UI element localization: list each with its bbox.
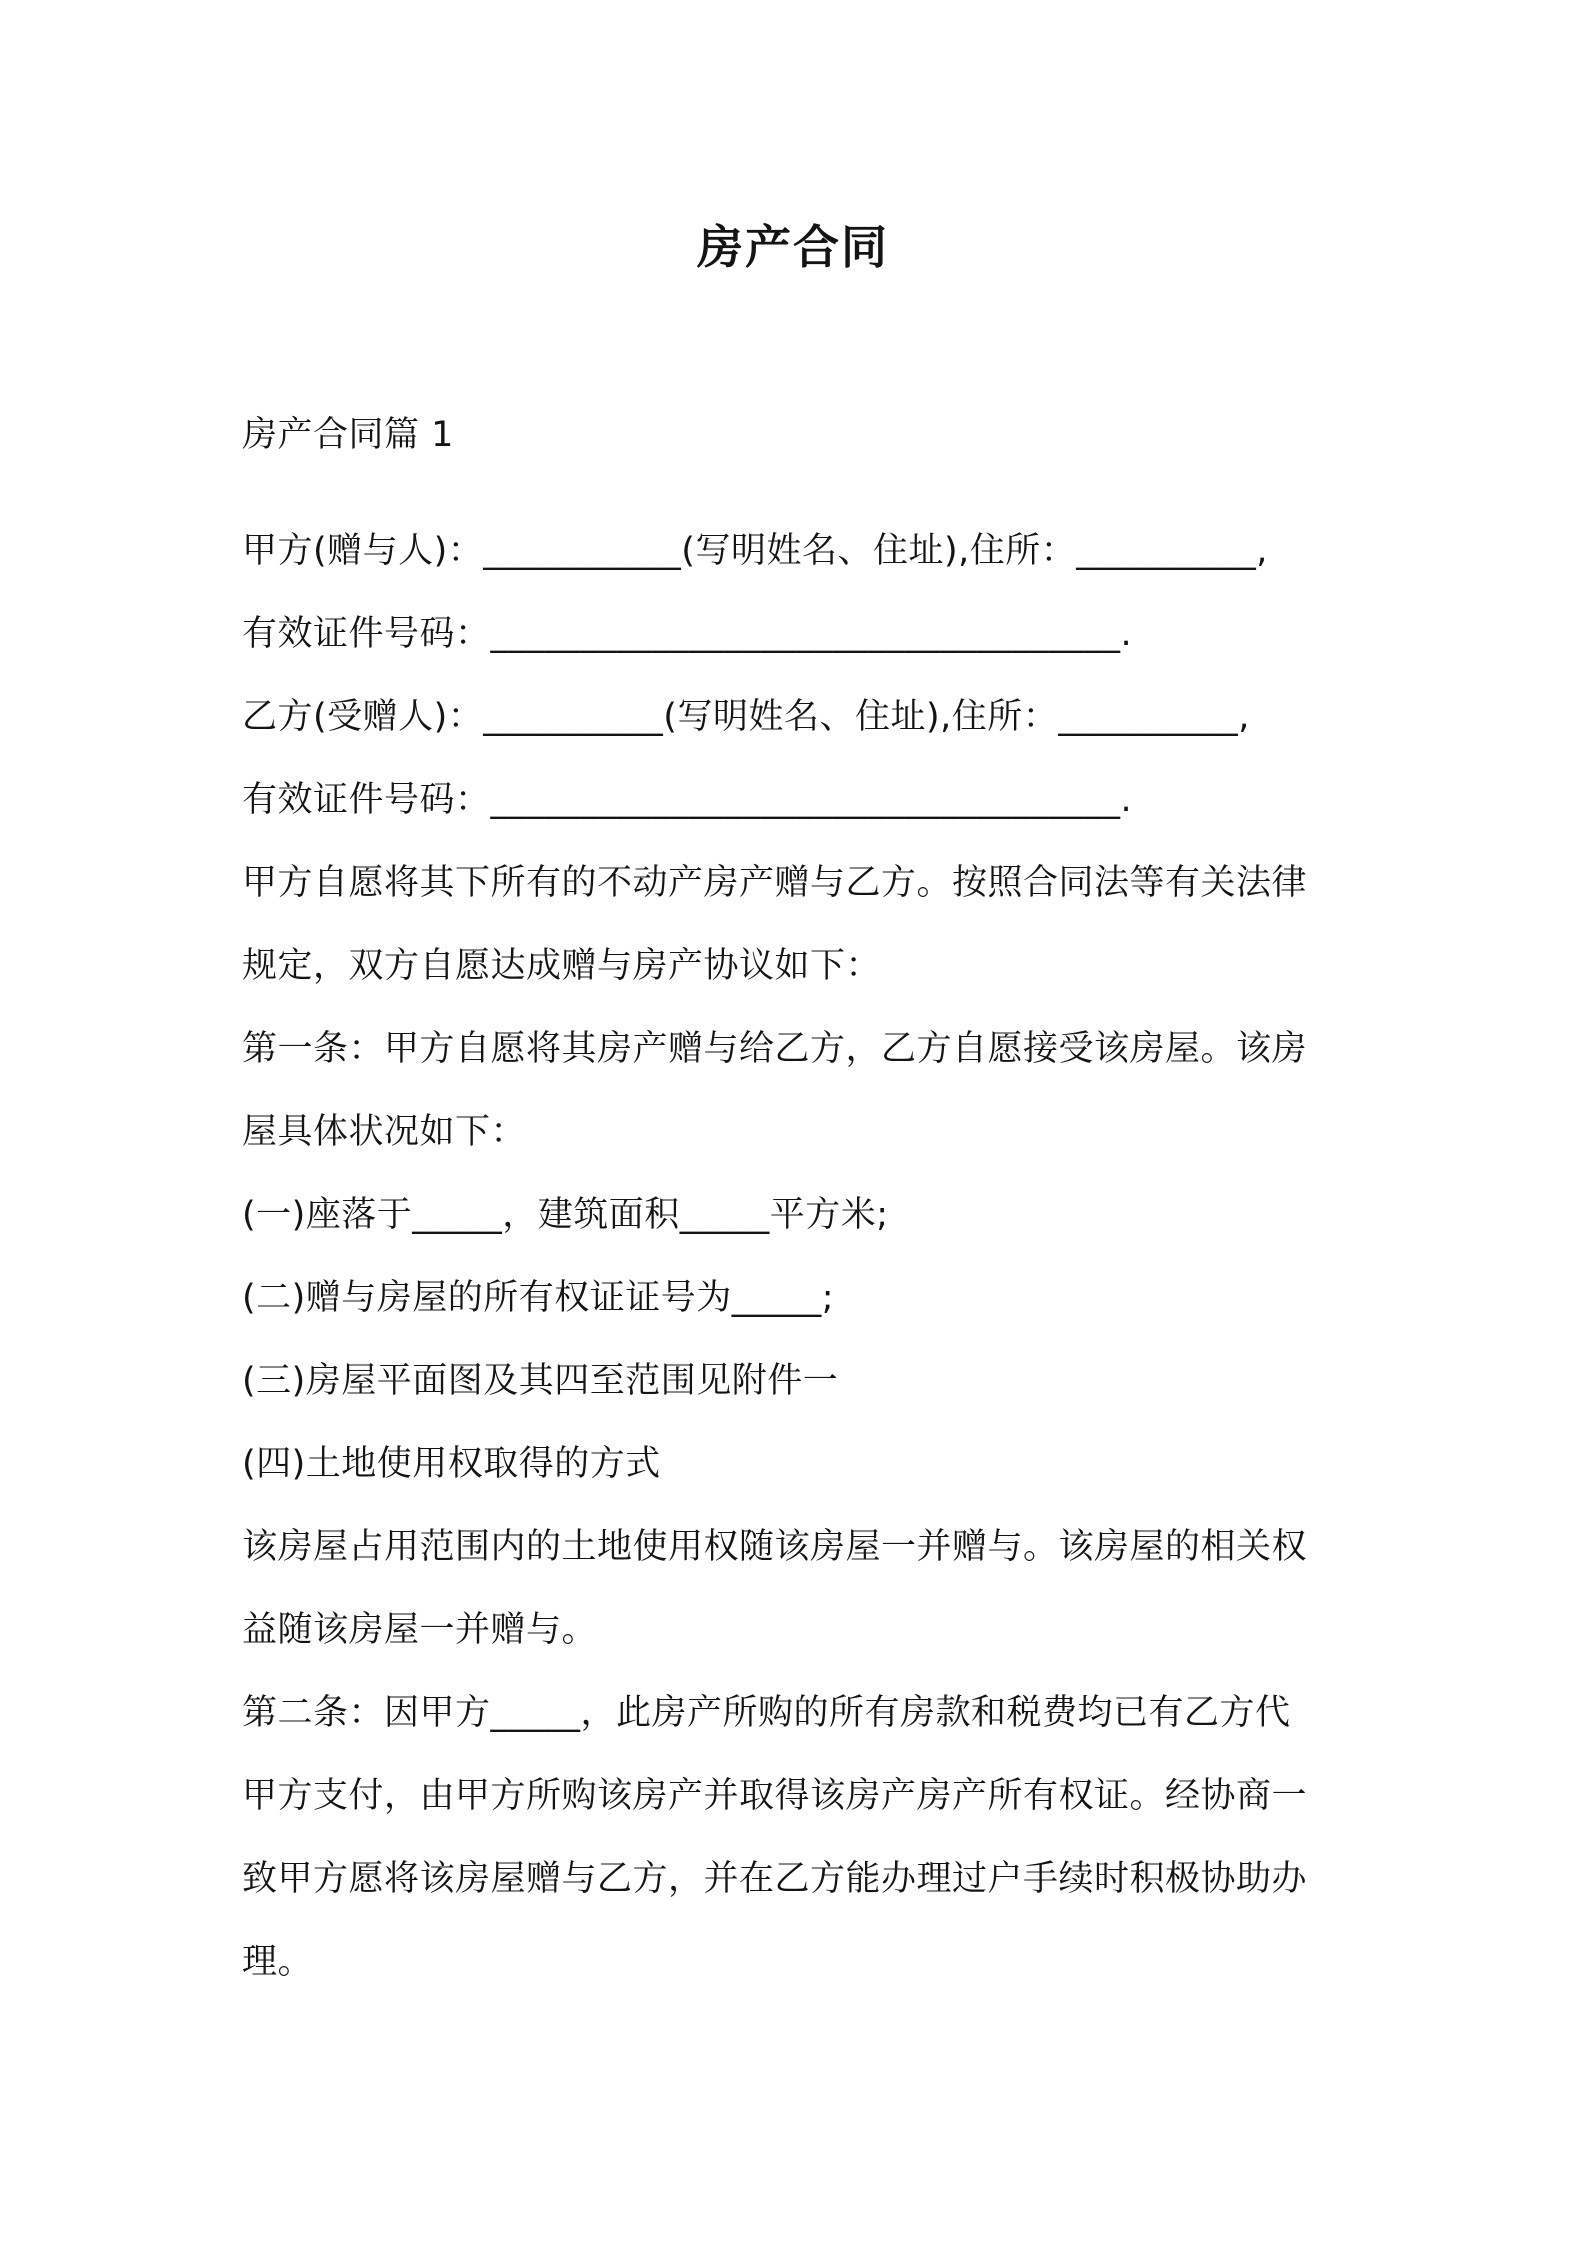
party-b-line: 乙方(受赠人)：__________(写明姓名、住址),住所：__________, (242, 697, 1250, 737)
paragraph-line: 该房屋占用范围内的土地使用权随该房屋一并赠与。该房屋的相关权 (242, 1527, 1308, 1567)
party-b-id-line: 有效证件号码：___________________________________. (242, 780, 1133, 820)
paragraph-line: 屋具体状况如下： (242, 1112, 527, 1152)
party-a-line: 甲方(赠与人)：___________(写明姓名、住址),住所：__________, (242, 531, 1268, 571)
list-item: (一)座落于_____，建筑面积_____平方米; (242, 1195, 889, 1235)
document-title: 房产合同 (697, 220, 889, 274)
article-one-line: 第一条：甲方自愿将其房产赠与给乙方，乙方自愿接受该房屋。该房 (242, 1029, 1308, 1069)
paragraph-line: 理。 (242, 1942, 314, 1982)
paragraph-line: 致甲方愿将该房屋赠与乙方，并在乙方能办理过户手续时积极协助办 (242, 1859, 1308, 1899)
list-item: (四)土地使用权取得的方式 (242, 1444, 661, 1484)
paragraph-line: 甲方支付，由甲方所购该房产并取得该房产房产所有权证。经协商一 (242, 1776, 1308, 1816)
party-a-id-line: 有效证件号码：___________________________________. (242, 614, 1133, 654)
paragraph-line: 益随该房屋一并赠与。 (242, 1610, 598, 1650)
section-heading: 房产合同篇 1 (242, 415, 454, 455)
list-item: (二)赠与房屋的所有权证证号为_____; (242, 1278, 835, 1318)
paragraph-line: 甲方自愿将其下所有的不动产房产赠与乙方。按照合同法等有关法律 (242, 863, 1308, 903)
list-item: (三)房屋平面图及其四至范围见附件一 (242, 1361, 839, 1401)
document-body (242, 400, 1362, 2004)
paragraph-line: 规定，双方自愿达成赠与房产协议如下： (242, 946, 882, 986)
article-two-line: 第二条：因甲方_____，此房产所购的所有房款和税费均已有乙方代 (242, 1693, 1291, 1733)
